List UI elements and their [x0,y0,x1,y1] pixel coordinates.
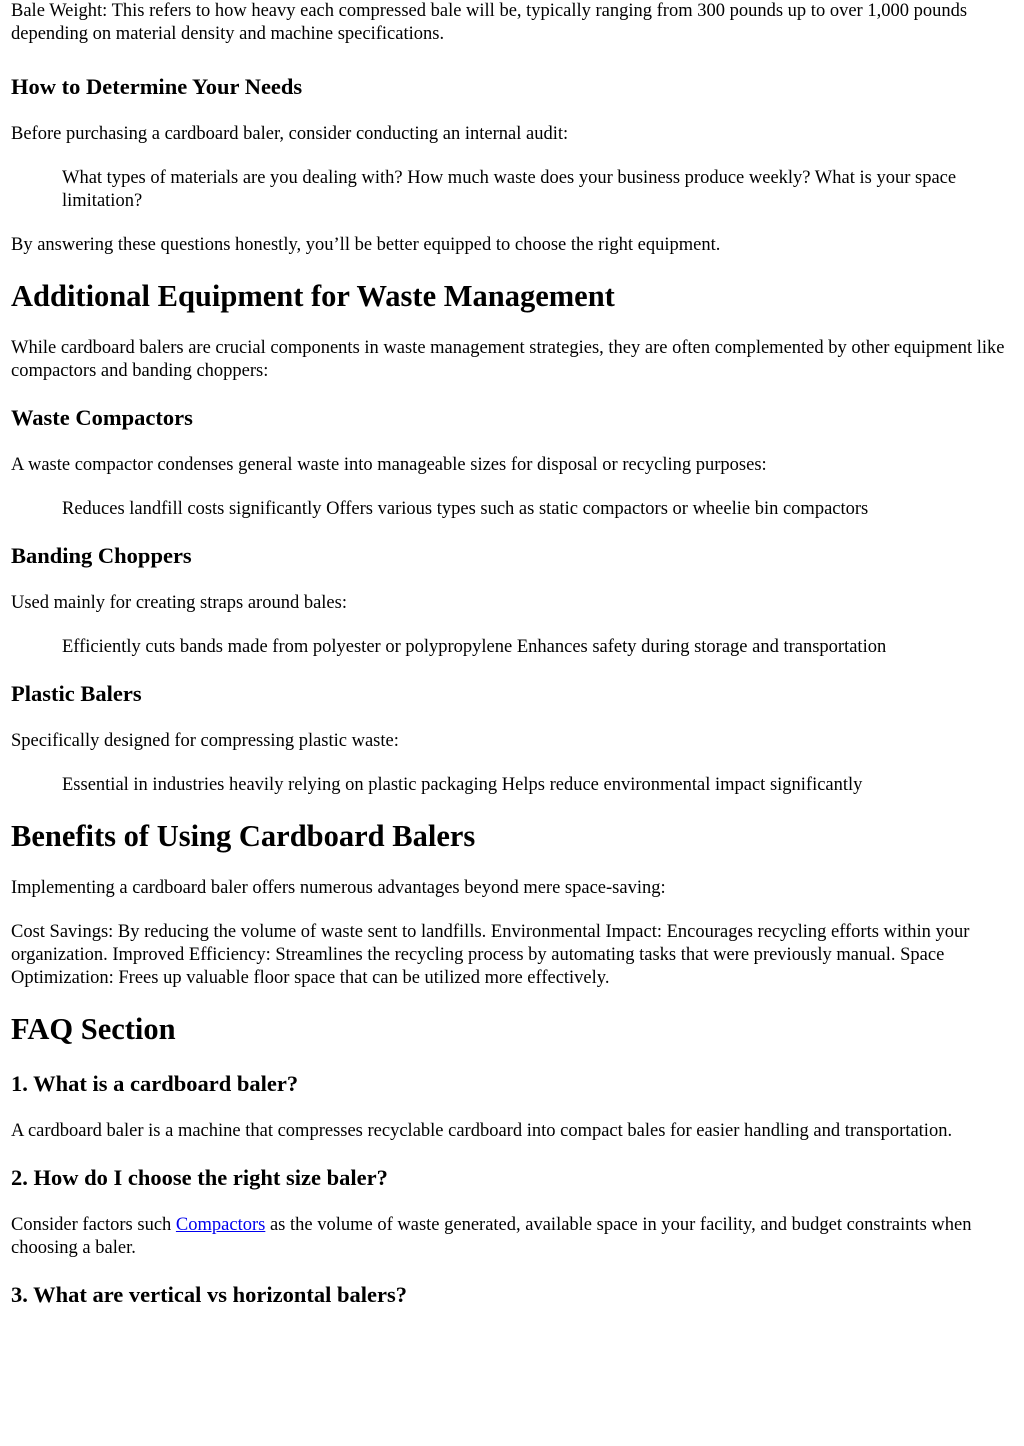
needs-intro: Before purchasing a cardboard baler, consider conducting an internal audit: [11,124,569,144]
faq-question-2: 2. How do I choose the right size baler? [11,1165,388,1190]
compactors-link[interactable]: Compactors [175,1215,266,1235]
compactors-intro: A waste compactor condenses general waste into manageable sizes for disposal or recycling purposes: [11,455,767,475]
benefits-intro: Implementing a cardboard baler offers numerous advantages beyond mere space-saving: [11,878,666,898]
choppers-heading: Banding Choppers [11,543,192,568]
faq-question-3: 3. What are vertical vs horizontal balers? [11,1282,407,1307]
benefits-list: Cost Savings: By reducing the volume of waste sent to landfills. Environmental Impact: Encourages recycling efforts within your organization. Improved Efficiency: Streamlines the recycling process by automating tasks that were previously manual. Space Optimization: Frees up valuable floor space that can be utilized more effectively. [11,922,970,988]
choppers-points: Efficiently cuts bands made from polyester or polypropylene Enhances safety during storage and transportation [62,637,887,657]
choppers-intro: Used mainly for creating straps around bales: [11,593,347,613]
compactors-heading: Waste Compactors [11,405,193,430]
bale-weight-paragraph: Bale Weight: This refers to how heavy each compressed bale will be, typically ranging from 300 pounds up to over 1,000 pounds depending on material density and machine specifications. [11,1,968,44]
faq-heading: FAQ Section [11,1012,176,1046]
faq-answer-2-after: as the volume of waste generated, available space in your facility, and budget constraints when choosing a baler. [11,1215,972,1258]
plastic-intro: Specifically designed for compressing plastic waste: [11,731,399,751]
faq-question-1: 1. What is a cardboard baler? [11,1071,299,1096]
faq-answer-1: A cardboard baler is a machine that compresses recyclable cardboard into compact bales for easier handling and transportation. [11,1121,953,1141]
plastic-heading: Plastic Balers [11,681,142,706]
plastic-points: Essential in industries heavily relying on plastic packaging Helps reduce environmental impact significantly [62,775,863,795]
equipment-heading: Additional Equipment for Waste Management [11,279,615,313]
equipment-intro: While cardboard balers are crucial components in waste management strategies, they are often complemented by other equipment like compactors and banding choppers: [11,338,1005,381]
benefits-heading: Benefits of Using Cardboard Balers [11,819,476,853]
faq-answer-2-before: Consider factors such [11,1215,176,1235]
faq-answer-2 [11,1214,1014,1260]
compactors-points: Reduces landfill costs significantly Offers various types such as static compactors or wheelie bin compactors [62,499,869,519]
needs-questions: What types of materials are you dealing with? How much waste does your business produce weekly? What is your space limitation? [62,168,957,211]
needs-heading: How to Determine Your Needs [11,74,303,99]
needs-outro: By answering these questions honestly, you’ll be better equipped to choose the right equipment. [11,235,721,255]
